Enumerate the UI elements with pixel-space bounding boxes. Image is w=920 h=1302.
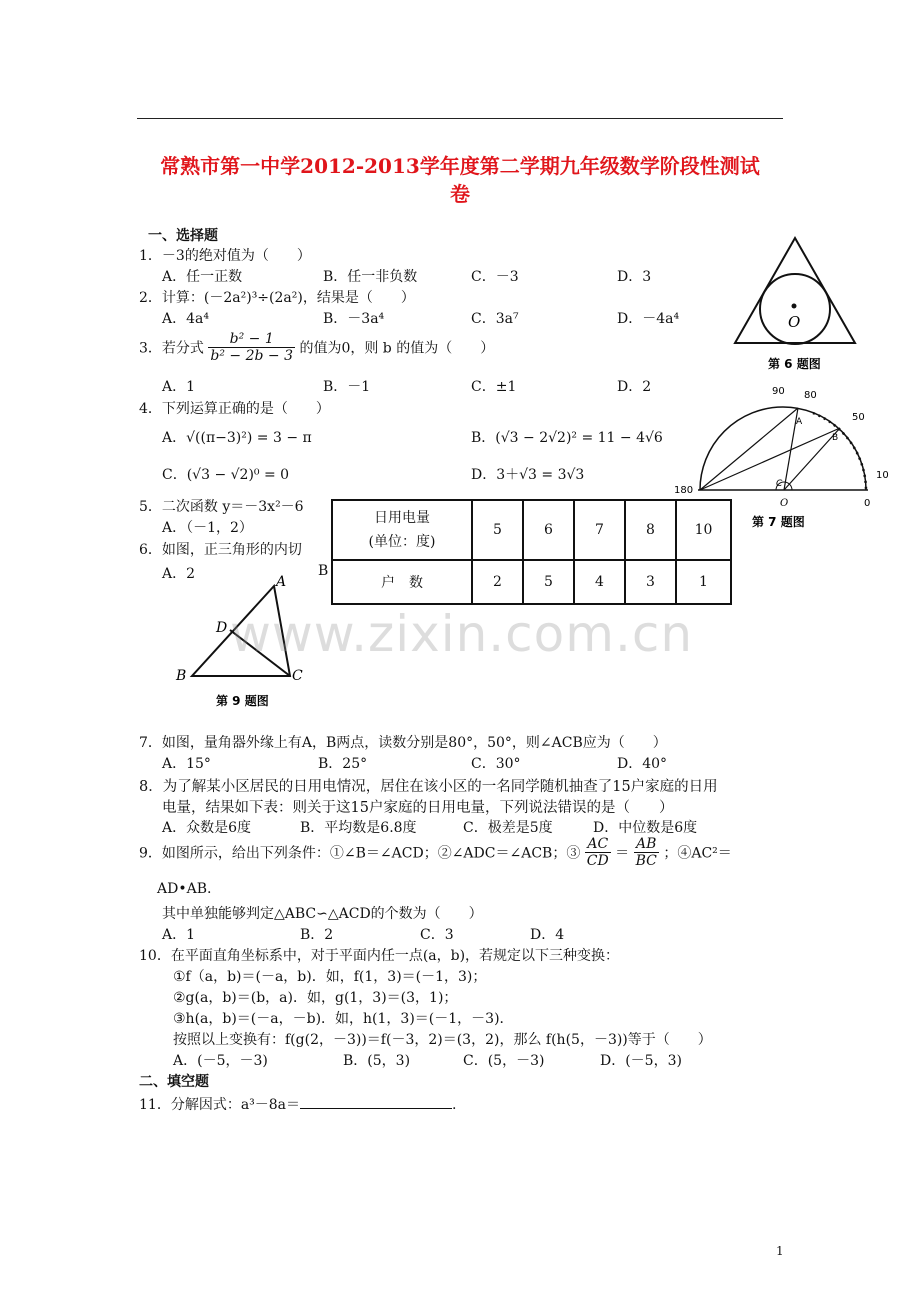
- point-a-label: A: [796, 417, 803, 427]
- q8-option-d: D．中位数是6度: [593, 820, 698, 836]
- q1-option-c: C．－3: [471, 269, 519, 285]
- q8-stem-line1: 8．为了解某小区居民的日用电情况，居住在该小区的一名同学随机抽查了15户家庭的日用: [139, 779, 718, 795]
- tick-80: 80: [804, 390, 817, 401]
- table-cell: 5: [472, 500, 523, 560]
- q2-option-d: D．－4a⁴: [617, 311, 680, 327]
- q9-option-d: D．4: [530, 927, 565, 943]
- q9-option-c: C．3: [420, 927, 454, 943]
- q3-fraction: [208, 331, 295, 364]
- point-o-label: O: [780, 498, 789, 509]
- q10-rule-2: ②g(a，b)＝(b，a)．如，g(1，3)＝(3，1)；: [173, 990, 458, 1006]
- q6-option-b: B: [318, 563, 329, 579]
- q3-pre: 3．若分式: [139, 340, 204, 357]
- table-header-unit: (单位：度): [368, 534, 436, 550]
- page-number: 1: [776, 1244, 784, 1258]
- q9-option-b: B．2: [300, 927, 334, 943]
- watermark: www.zixin.com.cn: [230, 605, 694, 663]
- q7-stem: 7．如图，量角器外缘上有A，B两点，读数分别是80°，50°，则∠ACB应为（ ）: [139, 735, 667, 751]
- figure-9-caption: 第 9 题图: [216, 694, 269, 708]
- q11-stem: 11．分解因式：a³－8a＝: [139, 1097, 301, 1113]
- tick-0: 0: [864, 498, 871, 509]
- protractor-outer-arc: [700, 407, 866, 490]
- q9-f2-denominator: BC: [635, 853, 657, 869]
- q9-f1-denominator: CD: [586, 853, 609, 869]
- q4-stem: 4．下列运算正确的是（ ）: [139, 401, 330, 417]
- table-row-label: 户 数: [332, 560, 472, 604]
- point-c-label: C: [776, 479, 783, 489]
- q3-denominator: b² − 2b − 3: [210, 348, 293, 364]
- q5-stem: 5．二次函数 y＝－3x²－6: [139, 499, 304, 515]
- q11: [139, 1094, 456, 1114]
- q10-rule-3: ③h(a，b)＝(－a，－b)．如，h(1，3)＝(－1，－3)．: [173, 1011, 514, 1027]
- q9-equals: ＝: [615, 845, 630, 862]
- q1-stem: 1．－3的绝对值为（ ）: [139, 248, 311, 264]
- q5-option-a: A．（－1，2）: [162, 520, 253, 536]
- q2-stem: 2．计算：(－2a²)³÷(2a²)，结果是（ ）: [139, 290, 415, 306]
- q3-numerator: b² − 1: [208, 331, 295, 348]
- table-cell: 6: [523, 500, 574, 560]
- tick-90: 90: [772, 386, 785, 397]
- q10-stem: 10．在平面直角坐标系中，对于平面内任一点(a，b)，若规定以下三种变换：: [139, 948, 620, 964]
- degree-ticks: [813, 413, 866, 490]
- q7-option-c: C．30°: [471, 756, 521, 772]
- table-cell: 1: [676, 560, 731, 604]
- q4-option-c: C．(√3 − √2)⁰ = 0: [162, 467, 290, 483]
- q4-option-d: D．3＋√3 = 3√3: [471, 467, 585, 483]
- q11-answer-blank[interactable]: [300, 1096, 452, 1109]
- q1-option-a: A．任一正数: [162, 269, 243, 285]
- q4-option-a: A．√((π−3)²) = 3 − π: [162, 430, 312, 446]
- incircle-shape: [760, 274, 830, 344]
- q9-fraction-1: [585, 836, 611, 869]
- figure-6: [728, 232, 860, 374]
- q8-option-b: B．平均数是6.8度: [300, 820, 417, 836]
- q8-option-c: C．极差是5度: [463, 820, 553, 836]
- q1-option-d: D．3: [617, 269, 652, 285]
- q2-option-b: B．－3a⁴: [323, 311, 385, 327]
- q6-stem: 6．如图，正三角形的内切: [139, 542, 302, 558]
- q3-option-d: D．2: [617, 379, 652, 395]
- figure-7-caption: 第 7 题图: [752, 515, 805, 529]
- table-row: [332, 560, 731, 604]
- q8-stem-line2: 电量，结果如下表：则关于这15户家庭的日用电量，下列说法错误的是（ ）: [162, 800, 674, 816]
- tick-180: 180: [674, 485, 694, 496]
- table-cell: 10: [676, 500, 731, 560]
- table-cell: 7: [574, 500, 625, 560]
- q4-option-b: B．(√3 − 2√2)² = 11 − 4√6: [471, 430, 663, 446]
- figure-7: [668, 380, 900, 530]
- tick-10: 10: [876, 470, 889, 481]
- q11-end: .: [452, 1097, 457, 1113]
- page-title: 常熟市第一中学2012-2013学年度第二学期九年级数学阶段性测试: [160, 154, 760, 178]
- q10-option-b: B．(5，3): [343, 1053, 411, 1069]
- table-cell: 2: [472, 560, 523, 604]
- q7-option-b: B．25°: [318, 756, 368, 772]
- q2-option-c: C．3a⁷: [471, 311, 519, 327]
- point-b-label: B: [832, 433, 839, 443]
- tick-50: 50: [852, 412, 865, 423]
- q1-option-b: B．任一非负数: [323, 269, 418, 285]
- q9-line3: 其中单独能够判定△ABC∽△ACD的个数为（ ）: [162, 906, 483, 922]
- q8-option-a: A．众数是6度: [162, 820, 252, 836]
- q9-pre: 9．如图所示，给出下列条件：①∠B＝∠ACD；②∠ADC＝∠ACB；③: [139, 845, 581, 862]
- vertex-b-label: B: [176, 668, 187, 684]
- table-cell: 8: [625, 500, 676, 560]
- q10-rule-4: 按照以上变换有：f(g(2，－3))＝f(－3，2)＝(3，2)，那么 f(h(5，－3))等于（ ）: [173, 1032, 712, 1048]
- page-title-cont: 卷: [450, 182, 470, 206]
- q9-line2: AD•AB.: [157, 881, 212, 897]
- section-fill-in: 二、填空题: [139, 1074, 209, 1090]
- q3-option-b: B．－1: [323, 379, 371, 395]
- center-point: [792, 304, 797, 309]
- line-c-b: [700, 428, 840, 490]
- q10-option-c: C．(5，－3): [463, 1053, 545, 1069]
- q9-fraction-2: [634, 836, 659, 869]
- q7-option-d: D．40°: [617, 756, 668, 772]
- q10-option-d: D．(－5，3): [600, 1053, 682, 1069]
- q3-option-a: A．1: [162, 379, 196, 395]
- center-label: O: [788, 313, 801, 331]
- q9-option-a: A．1: [162, 927, 196, 943]
- q7-option-a: A．15°: [162, 756, 211, 772]
- q3-option-c: C．±1: [471, 379, 517, 395]
- q6-option-a: A．2: [162, 566, 196, 582]
- table-cell: 4: [574, 560, 625, 604]
- q2-option-a: A．4a⁴: [162, 311, 209, 327]
- point-d-label: D: [216, 620, 228, 636]
- header-rule: [137, 118, 783, 119]
- q3-stem: [139, 331, 494, 364]
- table-cell: 5: [523, 560, 574, 604]
- line-c-a: [700, 408, 798, 490]
- q9-stem: [139, 836, 732, 869]
- q9-post: ；④AC²＝: [663, 845, 732, 862]
- q10-rule-1: ①f（a，b)＝(－a，b)．如，f(1，3)＝(－1，3)；: [173, 969, 487, 985]
- table-header-usage: 日用电量: [374, 510, 430, 526]
- table-header-cell: [332, 500, 472, 560]
- q10-option-a: A．(－5，－3): [173, 1053, 268, 1069]
- q9-f1-numerator: AC: [585, 836, 611, 853]
- table-cell: 3: [625, 560, 676, 604]
- vertex-a-label: A: [276, 574, 287, 590]
- q9-f2-numerator: AB: [634, 836, 659, 853]
- section-choice: 一、选择题: [148, 228, 218, 244]
- figure-6-caption: 第 6 题图: [768, 357, 821, 371]
- vertex-c-label: C: [292, 668, 303, 684]
- q3-post: 的值为0，则 b 的值为（ ）: [299, 340, 495, 357]
